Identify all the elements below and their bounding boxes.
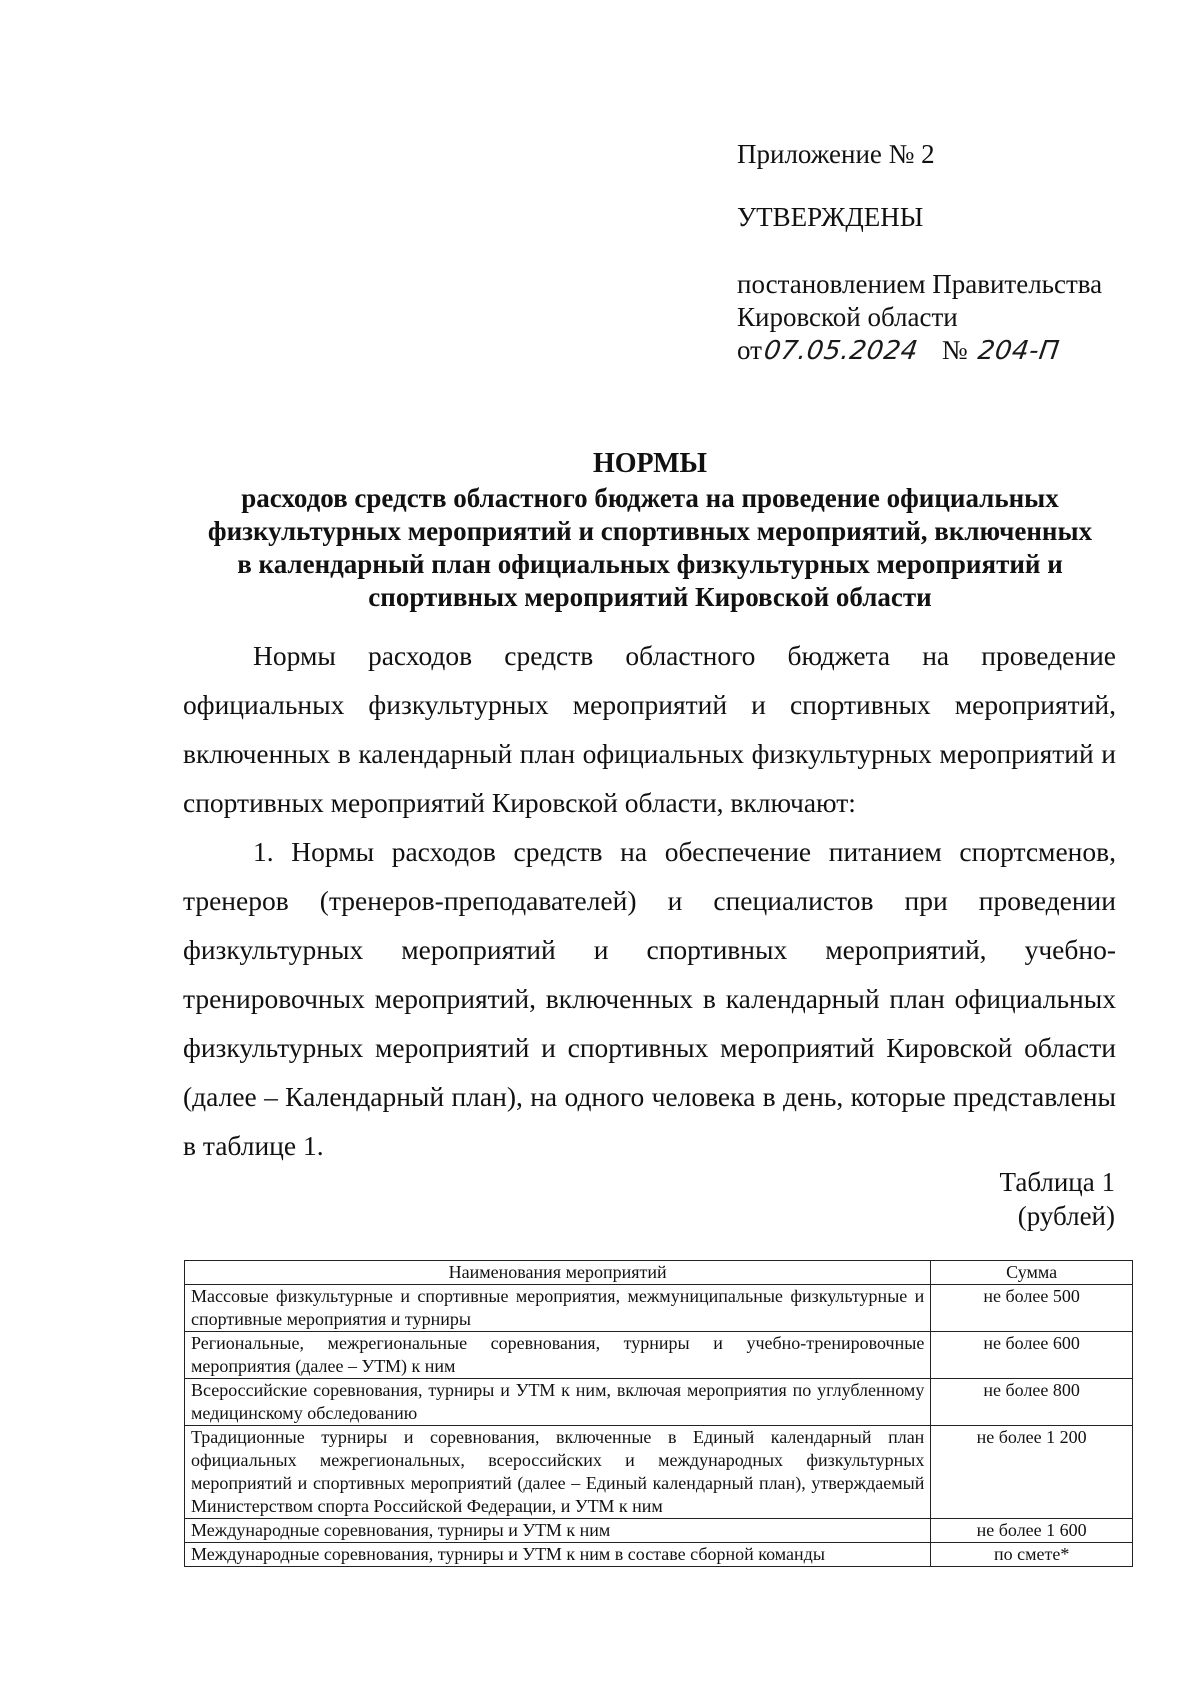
decree-line-2: Кировской области <box>737 302 958 332</box>
subtitle-line: в календарный план официальных физкультурных мероприятий и <box>237 549 1063 579</box>
subtitle-line: физкультурных мероприятий и спортивных мероприятий, включенных <box>207 516 1093 546</box>
table-row <box>185 1285 1133 1332</box>
table-number: Таблица 1 <box>999 1167 1115 1197</box>
handwritten-number: 204-П <box>975 336 1061 366</box>
event-name-cell: Международные соревнования, турниры и УТМ к ним в составе сборной команды <box>185 1543 931 1567</box>
table-unit: (рублей) <box>1017 1201 1115 1231</box>
subtitle-line: спортивных мероприятий Кировской области <box>368 582 932 612</box>
table-row <box>185 1426 1133 1519</box>
norms-table <box>184 1260 1133 1567</box>
handwritten-date: 07.05.2024 <box>761 336 921 366</box>
event-name-cell: Всероссийские соревнования, турниры и УТМ к ним, включая мероприятия по углубленному медицинскому обследованию <box>185 1379 931 1426</box>
number-prefix: № <box>941 335 968 365</box>
sum-cell: по смете* <box>931 1543 1133 1567</box>
sum-cell: не более 500 <box>931 1285 1133 1332</box>
decree-line-1: постановлением Правительства <box>737 269 1103 299</box>
sum-cell: не более 1 600 <box>931 1519 1133 1543</box>
table-caption <box>1000 1165 1115 1233</box>
appendix-label: Приложение № 2 <box>737 139 935 169</box>
event-name-cell: Массовые физкультурные и спортивные мероприятия, межмуниципальные физкультурные и спортивные мероприятия и турниры <box>185 1285 931 1332</box>
event-name-cell: Международные соревнования, турниры и УТМ к ним <box>185 1519 931 1543</box>
table-row <box>185 1519 1133 1543</box>
table-row <box>185 1332 1133 1379</box>
paragraph-item-1: 1. Нормы расходов средств на обеспечение питанием спортсменов, тренеров (тренеров-преподавателей) и специалистов при проведении физкультурных мероприятий и спортивных мероприятий, учебно-тренировочных мероприятий, включенных в календарный план официальных физкультурных мероприятий и спортивных мероприятий Кировской области (далее – Календарный план), на одного человека в день, которые представлены в таблице 1. <box>183 836 1116 1161</box>
document-title <box>170 447 1130 614</box>
title-main: НОРМЫ <box>592 448 708 479</box>
table-row <box>185 1543 1133 1567</box>
table-row <box>185 1379 1133 1426</box>
table-header-row <box>185 1261 1133 1285</box>
event-name-cell: Региональные, межрегиональные соревнования, турниры и учебно-тренировочные мероприятия (далее – УТМ) к ним <box>185 1332 931 1379</box>
decree-reference <box>737 268 1102 368</box>
header-sum: Сумма <box>931 1261 1133 1285</box>
header-name: Наименования мероприятий <box>185 1261 931 1285</box>
subtitle-line: расходов средств областного бюджета на проведение официальных <box>241 483 1059 513</box>
body-text <box>183 631 1116 1170</box>
paragraph-intro: Нормы расходов средств областного бюджета на проведение официальных физкультурных мероприятий и спортивных мероприятий, включенных в календарный план официальных физкультурных мероприятий и спортивных мероприятий Кировской области, включают: <box>183 640 1116 818</box>
date-prefix: от <box>737 335 762 365</box>
sum-cell: не более 600 <box>931 1332 1133 1379</box>
decree-date-number <box>737 334 1102 368</box>
event-name-cell: Традиционные турниры и соревнования, включенные в Единый календарный план официальных межрегиональных, всероссийских и международных физкультурных мероприятий и спортивных мероприятий (далее – Единый календарный план), утверждаемый Министерством спорта Российской Федерации, и УТМ к ним <box>185 1426 931 1519</box>
approved-label: УТВЕРЖДЕНЫ <box>737 202 924 232</box>
sum-cell: не более 1 200 <box>931 1426 1133 1519</box>
sum-cell: не более 800 <box>931 1379 1133 1426</box>
